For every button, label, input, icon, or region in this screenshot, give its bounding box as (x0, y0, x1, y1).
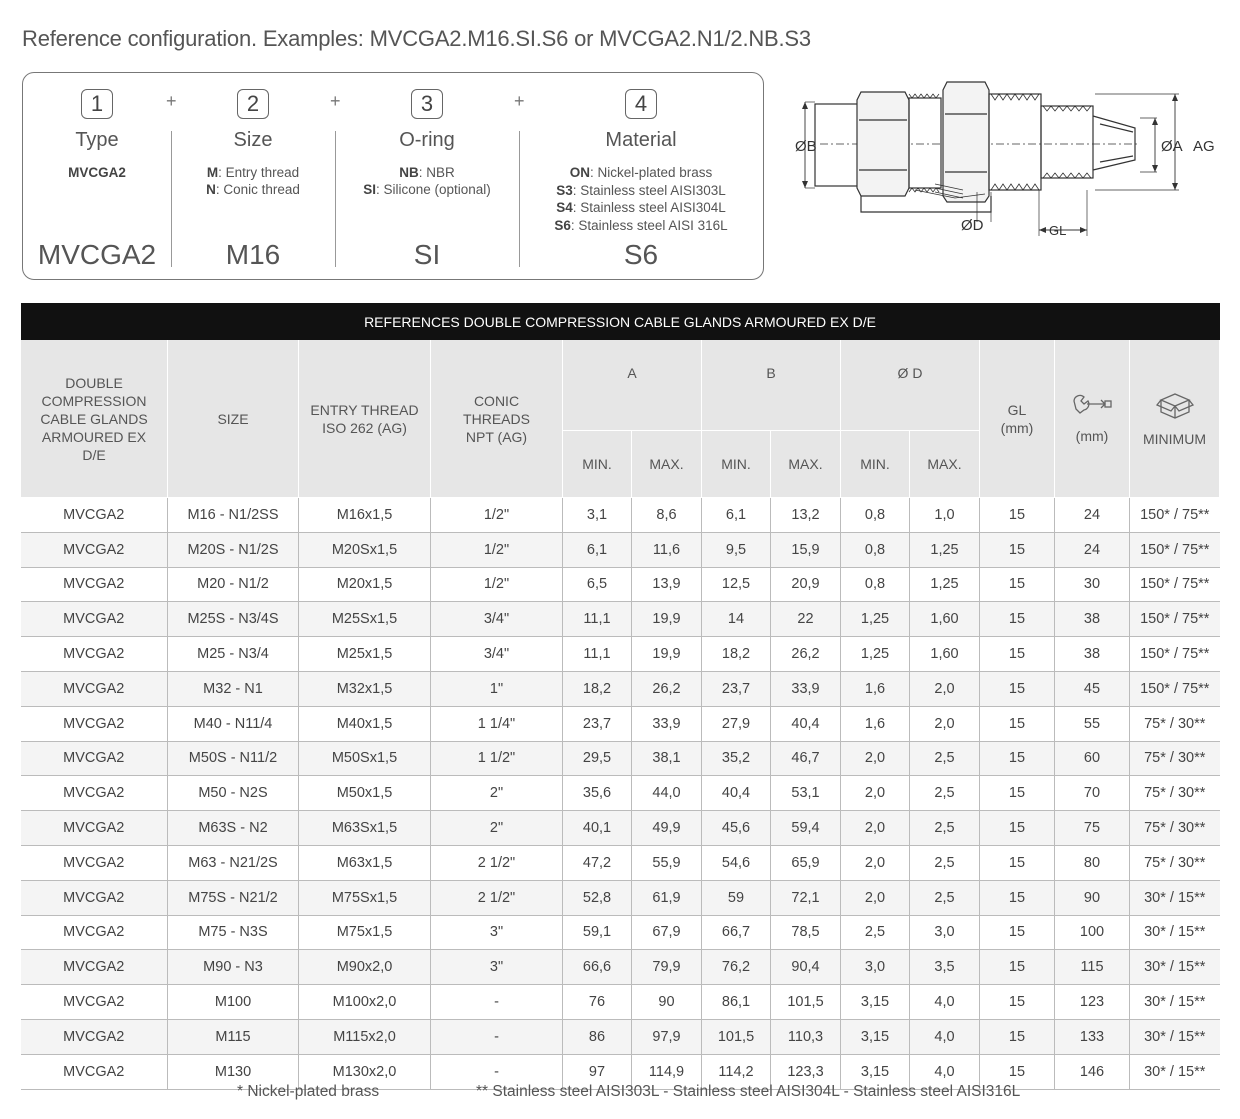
table-cell: 2,5 (841, 915, 910, 950)
table-cell: MVCGA2 (21, 985, 168, 1020)
dimension-label-b: ØB (795, 138, 817, 155)
page-title: Reference configuration. Examples: MVCGA2.M16.SI.S6 or MVCGA2.N1/2.NB.S3 (22, 26, 811, 51)
table-cell: 101,5 (771, 985, 841, 1020)
config-example-size: M16 (225, 239, 281, 270)
table-cell: 114,2 (702, 1054, 771, 1089)
dimension-label-ag: AG (1193, 138, 1215, 155)
table-cell: 40,1 (563, 811, 632, 846)
header-a: A (563, 340, 702, 431)
table-cell: 15 (980, 880, 1055, 915)
table-cell: 8,6 (632, 498, 702, 533)
table-cell: M40 - N11/4 (168, 706, 299, 741)
table-cell: M75Sx1,5 (299, 880, 431, 915)
table-cell: 3,15 (841, 1019, 910, 1054)
table-cell: M63S - N2 (168, 811, 299, 846)
table-cell: 2,0 (910, 706, 980, 741)
table-cell: 30* / 15** (1130, 1019, 1220, 1054)
table-cell: 66,6 (563, 950, 632, 985)
table-cell: 4,0 (910, 985, 980, 1020)
table-cell: 2" (431, 776, 563, 811)
table-cell: 55 (1055, 706, 1130, 741)
table-cell: 24 (1055, 532, 1130, 567)
table-cell: 14 (702, 602, 771, 637)
table-cell: M130x2,0 (299, 1054, 431, 1089)
wrench-unit: (mm) (1075, 427, 1109, 444)
table-cell: 1/2" (431, 532, 563, 567)
table-cell: 20,9 (771, 567, 841, 602)
table-cell: 59,4 (771, 811, 841, 846)
header-a-max: MAX. (632, 431, 702, 498)
table-cell: 0,8 (841, 567, 910, 602)
table-cell: 2,5 (910, 811, 980, 846)
table-cell: M50 - N2S (168, 776, 299, 811)
references-table (20, 303, 1220, 1090)
table-cell: 38,1 (632, 741, 702, 776)
table-row (21, 602, 1220, 637)
minimum-label: MINIMUM (1143, 430, 1206, 447)
table-cell: 150* / 75** (1130, 567, 1220, 602)
table-title: REFERENCES DOUBLE COMPRESSION CABLE GLANDS ARMOURED EX D/E (21, 303, 1220, 340)
table-cell: 75* / 30** (1130, 706, 1220, 741)
config-column-type (23, 73, 171, 181)
table-cell: 12,5 (702, 567, 771, 602)
header-type: DOUBLE COMPRESSION CABLE GLANDS ARMOURED EX D/E (21, 340, 168, 498)
config-step-number: 3 (411, 89, 443, 119)
table-cell: 19,9 (632, 637, 702, 672)
config-description: ON: Nickel-plated brass S3: Stainless steel AISI303L S4: Stainless steel AISI304L S6: Stainless steel AISI 316L (554, 165, 728, 233)
table-cell: 1,60 (910, 637, 980, 672)
table-row (21, 950, 1220, 985)
table-cell: 1,25 (910, 567, 980, 602)
configuration-box (22, 72, 764, 280)
table-cell: 38 (1055, 637, 1130, 672)
table-cell: 61,9 (632, 880, 702, 915)
table-cell: 1,6 (841, 671, 910, 706)
table-cell: 75* / 30** (1130, 811, 1220, 846)
config-description: MVCGA2 (68, 165, 126, 180)
table-cell: 1,25 (841, 637, 910, 672)
cable-gland-drawing (795, 72, 1225, 247)
table-cell: MVCGA2 (21, 637, 168, 672)
header-a-min: MIN. (563, 431, 632, 498)
table-cell: 60 (1055, 741, 1130, 776)
table-cell: 52,8 (563, 880, 632, 915)
table-cell: M20x1,5 (299, 567, 431, 602)
table-cell: M100 (168, 985, 299, 1020)
table-cell: 67,9 (632, 915, 702, 950)
table-cell: 72,1 (771, 880, 841, 915)
table-cell: M50S - N11/2 (168, 741, 299, 776)
table-cell: 3,15 (841, 985, 910, 1020)
table-cell: 100 (1055, 915, 1130, 950)
table-cell: M63Sx1,5 (299, 811, 431, 846)
table-cell: 1,25 (910, 532, 980, 567)
wrench-icon (1071, 393, 1113, 417)
table-body (21, 498, 1220, 1090)
header-gl: GL (mm) (980, 340, 1055, 498)
header-d-max: MAX. (910, 431, 980, 498)
table-cell: 4,0 (910, 1054, 980, 1089)
table-cell: 76 (563, 985, 632, 1020)
header-wrench (1055, 340, 1130, 498)
table-cell: 59 (702, 880, 771, 915)
header-b: B (702, 340, 841, 431)
table-cell: MVCGA2 (21, 706, 168, 741)
table-cell: 15 (980, 1019, 1055, 1054)
table-cell: MVCGA2 (21, 741, 168, 776)
table-cell: 79,9 (632, 950, 702, 985)
config-column-size (171, 73, 335, 198)
config-example-material: S6 (623, 239, 659, 270)
table-cell: 0,8 (841, 532, 910, 567)
table-cell: 19,9 (632, 602, 702, 637)
table-cell: M32x1,5 (299, 671, 431, 706)
table-cell: 114,9 (632, 1054, 702, 1089)
table-cell: MVCGA2 (21, 1054, 168, 1089)
table-cell: 15 (980, 637, 1055, 672)
table-cell: 15 (980, 950, 1055, 985)
table-cell: 1,60 (910, 602, 980, 637)
table-cell: 123,3 (771, 1054, 841, 1089)
table-cell: 59,1 (563, 915, 632, 950)
table-cell: 2 1/2" (431, 845, 563, 880)
table-cell: 86,1 (702, 985, 771, 1020)
table-cell: 15 (980, 671, 1055, 706)
table-cell: 1 1/4" (431, 706, 563, 741)
header-b-min: MIN. (702, 431, 771, 498)
table-cell: 3/4" (431, 637, 563, 672)
table-cell: - (431, 1054, 563, 1089)
table-cell: MVCGA2 (21, 498, 168, 533)
table-cell: 150* / 75** (1130, 498, 1220, 533)
table-cell: M16 - N1/2SS (168, 498, 299, 533)
table-cell: M63x1,5 (299, 845, 431, 880)
config-heading: O-ring (399, 129, 455, 151)
header-minimum (1130, 340, 1220, 498)
table-cell: 2,0 (841, 811, 910, 846)
table-cell: 3,0 (910, 915, 980, 950)
table-cell: 1,0 (910, 498, 980, 533)
table-cell: M63 - N21/2S (168, 845, 299, 880)
table-cell: 2,0 (841, 880, 910, 915)
table-cell: 11,6 (632, 532, 702, 567)
table-cell: 27,9 (702, 706, 771, 741)
table-cell: M75x1,5 (299, 915, 431, 950)
table-cell: 30* / 15** (1130, 985, 1220, 1020)
table-cell: 23,7 (563, 706, 632, 741)
table-cell: M40x1,5 (299, 706, 431, 741)
table-cell: 2" (431, 811, 563, 846)
table-cell: M20S - N1/2S (168, 532, 299, 567)
table-cell: - (431, 985, 563, 1020)
table-cell: 35,6 (563, 776, 632, 811)
table-cell: 55,9 (632, 845, 702, 880)
table-cell: 15 (980, 602, 1055, 637)
config-description: M: Entry thread N: Conic thread (206, 165, 300, 197)
table-cell: 4,0 (910, 1019, 980, 1054)
footnote-stainless: ** Stainless steel AISI303L - Stainless steel AISI304L - Stainless steel AISI316L (476, 1083, 1021, 1100)
table-cell: 15 (980, 498, 1055, 533)
table-cell: 1/2" (431, 567, 563, 602)
header-entry-thread: ENTRY THREAD ISO 262 (AG) (299, 340, 431, 498)
table-row (21, 915, 1220, 950)
table-cell: 33,9 (632, 706, 702, 741)
config-step-number: 2 (237, 89, 269, 119)
config-heading: Material (605, 129, 677, 151)
table-cell: MVCGA2 (21, 532, 168, 567)
dimension-label-d: ØD (961, 217, 984, 234)
header-d-min: MIN. (841, 431, 910, 498)
table-cell: 3,1 (563, 498, 632, 533)
table-cell: 45 (1055, 671, 1130, 706)
config-example-type: MVCGA2 (37, 239, 157, 270)
table-cell: 15 (980, 532, 1055, 567)
table-cell: M115x2,0 (299, 1019, 431, 1054)
header-conic-threads: CONIC THREADS NPT (AG) (431, 340, 563, 498)
table-cell: 49,9 (632, 811, 702, 846)
table-cell: 1 1/2" (431, 741, 563, 776)
table-cell: 3" (431, 915, 563, 950)
table-cell: 30* / 15** (1130, 915, 1220, 950)
table-cell: 30* / 15** (1130, 880, 1220, 915)
table-cell: 90 (1055, 880, 1130, 915)
table-cell: 15 (980, 706, 1055, 741)
table-cell: 97 (563, 1054, 632, 1089)
table-cell: 133 (1055, 1019, 1130, 1054)
table-cell: M20Sx1,5 (299, 532, 431, 567)
table-cell: 75* / 30** (1130, 741, 1220, 776)
table-cell: 2,5 (910, 741, 980, 776)
dimension-label-gl: GL (1049, 223, 1067, 238)
table-cell: 6,1 (563, 532, 632, 567)
table-cell: 146 (1055, 1054, 1130, 1089)
table-cell: 2,5 (910, 880, 980, 915)
table-cell: 18,2 (702, 637, 771, 672)
table-cell: 123 (1055, 985, 1130, 1020)
table-cell: 40,4 (702, 776, 771, 811)
table-cell: 13,2 (771, 498, 841, 533)
table-cell: 2 1/2" (431, 880, 563, 915)
table-cell: 15 (980, 1054, 1055, 1089)
header-size: SIZE (168, 340, 299, 498)
config-step-number: 4 (625, 89, 657, 119)
table-cell: 75* / 30** (1130, 845, 1220, 880)
table-cell: MVCGA2 (21, 811, 168, 846)
table-cell: 15,9 (771, 532, 841, 567)
table-cell: 15 (980, 985, 1055, 1020)
table-row (21, 1019, 1220, 1054)
table-row (21, 741, 1220, 776)
table-cell: MVCGA2 (21, 567, 168, 602)
table-row (21, 811, 1220, 846)
footnote-nickel: * Nickel-plated brass (237, 1083, 380, 1100)
table-cell: 11,1 (563, 637, 632, 672)
table-cell: 2,0 (841, 776, 910, 811)
table-cell: 97,9 (632, 1019, 702, 1054)
table-cell: M90x2,0 (299, 950, 431, 985)
table-cell: MVCGA2 (21, 950, 168, 985)
table-cell: 150* / 75** (1130, 637, 1220, 672)
table-cell: MVCGA2 (21, 602, 168, 637)
table-cell: 15 (980, 845, 1055, 880)
table-cell: 26,2 (771, 637, 841, 672)
table-row (21, 671, 1220, 706)
table-cell: 15 (980, 567, 1055, 602)
table-row (21, 706, 1220, 741)
plus-sign: + (330, 91, 341, 111)
table-cell: M25S - N3/4S (168, 602, 299, 637)
table-cell: 29,5 (563, 741, 632, 776)
table-cell: 2,0 (841, 741, 910, 776)
table-cell: M100x2,0 (299, 985, 431, 1020)
table-cell: MVCGA2 (21, 671, 168, 706)
table-cell: 44,0 (632, 776, 702, 811)
table-cell: 0,8 (841, 498, 910, 533)
config-step-number: 1 (81, 89, 113, 119)
table-cell: 15 (980, 811, 1055, 846)
table-cell: 47,2 (563, 845, 632, 880)
table-cell: 33,9 (771, 671, 841, 706)
table-cell: 22 (771, 602, 841, 637)
table-cell: 3/4" (431, 602, 563, 637)
table-cell: 40,4 (771, 706, 841, 741)
table-row (21, 845, 1220, 880)
table-cell: 6,5 (563, 567, 632, 602)
table-cell: 101,5 (702, 1019, 771, 1054)
header-b-max: MAX. (771, 431, 841, 498)
table-cell: M90 - N3 (168, 950, 299, 985)
table-row (21, 880, 1220, 915)
table-row (21, 637, 1220, 672)
table-row (21, 776, 1220, 811)
table-cell: 2,0 (841, 845, 910, 880)
config-heading: Size (233, 129, 273, 151)
table-cell: 66,7 (702, 915, 771, 950)
table-cell: 75 (1055, 811, 1130, 846)
table-cell: M50Sx1,5 (299, 741, 431, 776)
table-cell: 24 (1055, 498, 1130, 533)
table-cell: 1" (431, 671, 563, 706)
table-cell: 80 (1055, 845, 1130, 880)
table-cell: 11,1 (563, 602, 632, 637)
table-cell: M16x1,5 (299, 498, 431, 533)
config-description: NB: NBR SI: Silicone (optional) (363, 165, 491, 197)
table-cell: 3,15 (841, 1054, 910, 1089)
table-cell: 70 (1055, 776, 1130, 811)
table-cell: 2,5 (910, 845, 980, 880)
table-row (21, 498, 1220, 533)
table-cell: MVCGA2 (21, 880, 168, 915)
config-heading: Type (75, 129, 119, 151)
table-cell: M75S - N21/2 (168, 880, 299, 915)
table-cell: 46,7 (771, 741, 841, 776)
table-cell: 54,6 (702, 845, 771, 880)
table-cell: 3" (431, 950, 563, 985)
plus-sign: + (166, 91, 177, 111)
table-cell: M75 - N3S (168, 915, 299, 950)
table-cell: 26,2 (632, 671, 702, 706)
table-cell: 2,5 (910, 776, 980, 811)
table-cell: MVCGA2 (21, 845, 168, 880)
plus-sign: + (514, 91, 525, 111)
table-row (21, 985, 1220, 1020)
table-cell: 1,6 (841, 706, 910, 741)
table-cell: M25 - N3/4 (168, 637, 299, 672)
table-cell: 38 (1055, 602, 1130, 637)
table-cell: MVCGA2 (21, 1019, 168, 1054)
table-cell: 150* / 75** (1130, 602, 1220, 637)
table-cell: 35,2 (702, 741, 771, 776)
table-cell: 75* / 30** (1130, 776, 1220, 811)
table-cell: 65,9 (771, 845, 841, 880)
table-cell: 30* / 15** (1130, 950, 1220, 985)
table-cell: 1/2" (431, 498, 563, 533)
table-cell: 15 (980, 915, 1055, 950)
config-column-material (519, 73, 763, 234)
table-cell: 15 (980, 776, 1055, 811)
table-cell: 3,0 (841, 950, 910, 985)
table-cell: 53,1 (771, 776, 841, 811)
table-cell: 30 (1055, 567, 1130, 602)
table-cell: 13,9 (632, 567, 702, 602)
table-cell: 45,6 (702, 811, 771, 846)
table-cell: M115 (168, 1019, 299, 1054)
table-row (21, 567, 1220, 602)
table-cell: 9,5 (702, 532, 771, 567)
table-cell: 86 (563, 1019, 632, 1054)
table-cell: 15 (980, 741, 1055, 776)
table-cell: 78,5 (771, 915, 841, 950)
table-cell: 76,2 (702, 950, 771, 985)
table-cell: 6,1 (702, 498, 771, 533)
table-cell: 90 (632, 985, 702, 1020)
table-cell: M25x1,5 (299, 637, 431, 672)
table-cell: 150* / 75** (1130, 671, 1220, 706)
table-cell: M20 - N1/2 (168, 567, 299, 602)
table-cell: 90,4 (771, 950, 841, 985)
table-cell: M130 (168, 1054, 299, 1089)
table-cell: M32 - N1 (168, 671, 299, 706)
table-cell: MVCGA2 (21, 776, 168, 811)
table-cell: 1,25 (841, 602, 910, 637)
table-cell: 115 (1055, 950, 1130, 985)
dimension-label-a: ØA (1161, 138, 1183, 155)
table-cell: 2,0 (910, 671, 980, 706)
package-box-icon (1155, 390, 1195, 420)
config-column-oring (335, 73, 519, 198)
config-example-oring: SI (413, 239, 441, 270)
table-cell: 150* / 75** (1130, 532, 1220, 567)
table-cell: MVCGA2 (21, 915, 168, 950)
table-cell: M25Sx1,5 (299, 602, 431, 637)
table-cell: 23,7 (702, 671, 771, 706)
table-cell: 3,5 (910, 950, 980, 985)
table-cell: M50x1,5 (299, 776, 431, 811)
table-cell: 18,2 (563, 671, 632, 706)
table-row (21, 532, 1220, 567)
table-cell: 30* / 15** (1130, 1054, 1220, 1089)
table-cell: 110,3 (771, 1019, 841, 1054)
table-cell: - (431, 1019, 563, 1054)
header-d: Ø D (841, 340, 980, 431)
